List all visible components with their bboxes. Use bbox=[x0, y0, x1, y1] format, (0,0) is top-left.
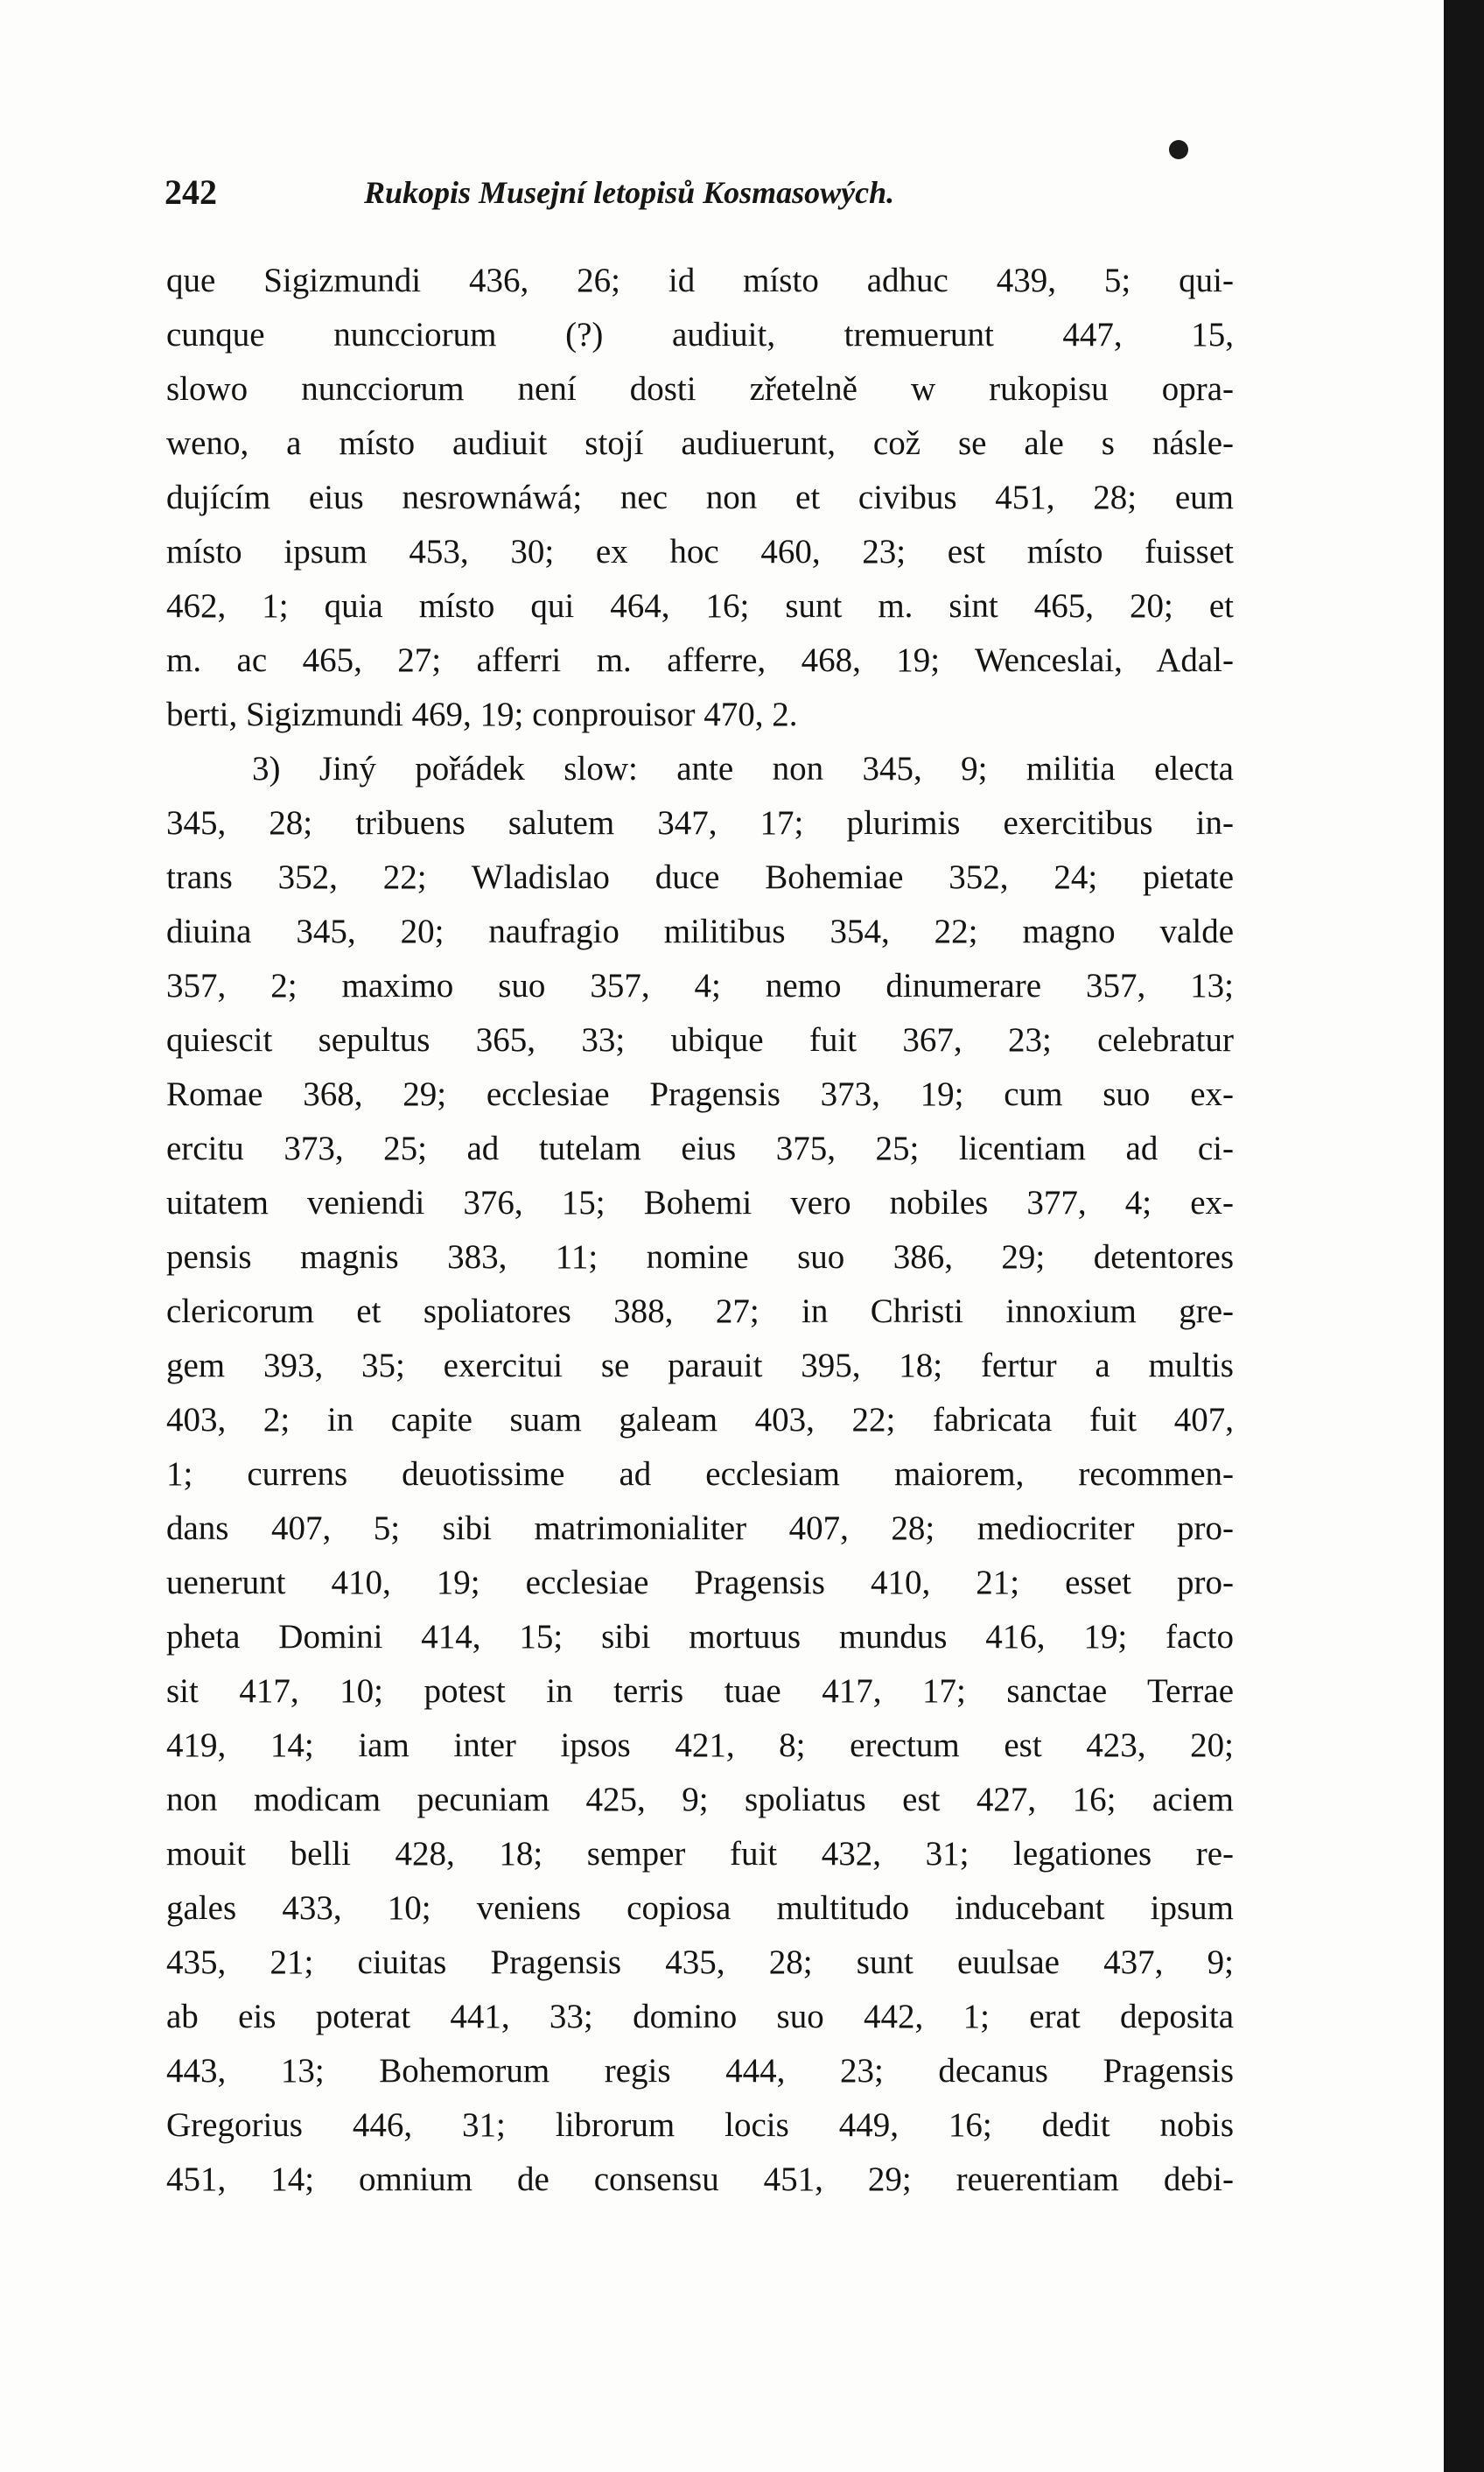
text-line: 443, 13; Bohemorum regis 444, 23; decanus Pragensis bbox=[166, 2052, 1234, 2090]
text-line: slowo nuncciorum není dosti zřetelně w rukopisu opra- bbox=[166, 370, 1234, 408]
text-line: Gregorius 446, 31; librorum locis 449, 16; dedit nobis bbox=[166, 2106, 1234, 2144]
text-line: berti, Sigizmundi 469, 19; conprouisor 470, 2. bbox=[166, 696, 798, 733]
text-line: clericorum et spoliatores 388, 27; in Christi innoxium gre- bbox=[166, 1292, 1234, 1330]
text-line: pensis magnis 383, 11; nomine suo 386, 29; detentores bbox=[166, 1238, 1234, 1276]
text-line: m. ac 465, 27; afferri m. afferre, 468, 19; Wenceslai, Adal- bbox=[166, 641, 1234, 679]
page-header bbox=[164, 166, 1232, 219]
text-line: gem 393, 35; exercitui se parauit 395, 18; fertur a multis bbox=[166, 1347, 1234, 1384]
text-line: gales 433, 10; veniens copiosa multitudo inducebant ipsum bbox=[166, 1889, 1234, 1927]
text-line: dans 407, 5; sibi matrimonialiter 407, 28; mediocriter pro- bbox=[166, 1509, 1234, 1547]
text-line: sit 417, 10; potest in terris tuae 417, 17; sanctae Terrae bbox=[166, 1672, 1234, 1710]
text-line: místo ipsum 453, 30; ex hoc 460, 23; est místo fuisset bbox=[166, 533, 1234, 571]
text-line: que Sigizmundi 436, 26; id místo adhuc 439, 5; qui- bbox=[166, 262, 1234, 299]
text-line: ercitu 373, 25; ad tutelam eius 375, 25; licentiam ad ci- bbox=[166, 1130, 1234, 1167]
body-text bbox=[166, 254, 1234, 2207]
running-title: Rukopis Musejní letopisů Kosmasowých. bbox=[364, 175, 895, 210]
text-line: weno, a místo audiuit stojí audiuerunt, což se ale s násle- bbox=[166, 424, 1234, 462]
text-line: uenerunt 410, 19; ecclesiae Pragensis 410, 21; esset pro- bbox=[166, 1564, 1234, 1601]
text-line: 419, 14; iam inter ipsos 421, 8; erectum est 423, 20; bbox=[166, 1726, 1234, 1764]
text-line: dujícím eius nesrownáwá; nec non et civibus 451, 28; eum bbox=[166, 479, 1234, 516]
text-line: 462, 1; quia místo qui 464, 16; sunt m. sint 465, 20; et bbox=[166, 587, 1234, 625]
text-line: uitatem veniendi 376, 15; Bohemi vero nobiles 377, 4; ex- bbox=[166, 1184, 1234, 1222]
page-number: 242 bbox=[164, 172, 217, 212]
text-line: ab eis poterat 441, 33; domino suo 442, 1; erat deposita bbox=[166, 1998, 1234, 2035]
paragraph-start-line: 3) Jiný pořádek slow: ante non 345, 9; militia electa bbox=[252, 750, 1234, 788]
text-line: trans 352, 22; Wladislao duce Bohemiae 352, 24; pietate bbox=[166, 858, 1234, 896]
text-line: non modicam pecuniam 425, 9; spoliatus est 427, 16; aciem bbox=[166, 1781, 1234, 1818]
text-line: quiescit sepultus 365, 33; ubique fuit 367, 23; celebratur bbox=[166, 1021, 1234, 1059]
text-line: 435, 21; ciuitas Pragensis 435, 28; sunt euulsae 437, 9; bbox=[166, 1943, 1234, 1981]
text-line: 345, 28; tribuens salutem 347, 17; plurimis exercitibus in- bbox=[166, 804, 1234, 842]
text-line: diuina 345, 20; naufragio militibus 354, 22; magno valde bbox=[166, 913, 1234, 950]
text-line: 451, 14; omnium de consensu 451, 29; reuerentiam debi- bbox=[166, 2160, 1234, 2198]
text-line: pheta Domini 414, 15; sibi mortuus mundus 416, 19; facto bbox=[166, 1618, 1234, 1656]
text-line: cunque nuncciorum (?) audiuit, tremuerunt 447, 15, bbox=[166, 316, 1234, 354]
text-line: mouit belli 428, 18; semper fuit 432, 31; legationes re- bbox=[166, 1835, 1234, 1873]
text-line: 403, 2; in capite suam galeam 403, 22; fabricata fuit 407, bbox=[166, 1401, 1234, 1439]
text-line: Romae 368, 29; ecclesiae Pragensis 373, 19; cum suo ex- bbox=[166, 1075, 1234, 1113]
text-line: 357, 2; maximo suo 357, 4; nemo dinumerare 357, 13; bbox=[166, 967, 1234, 1005]
ink-spot bbox=[1169, 140, 1188, 159]
text-line: 1; currens deuotissime ad ecclesiam maiorem, recommen- bbox=[166, 1455, 1234, 1493]
scan-edge bbox=[1444, 0, 1484, 2472]
